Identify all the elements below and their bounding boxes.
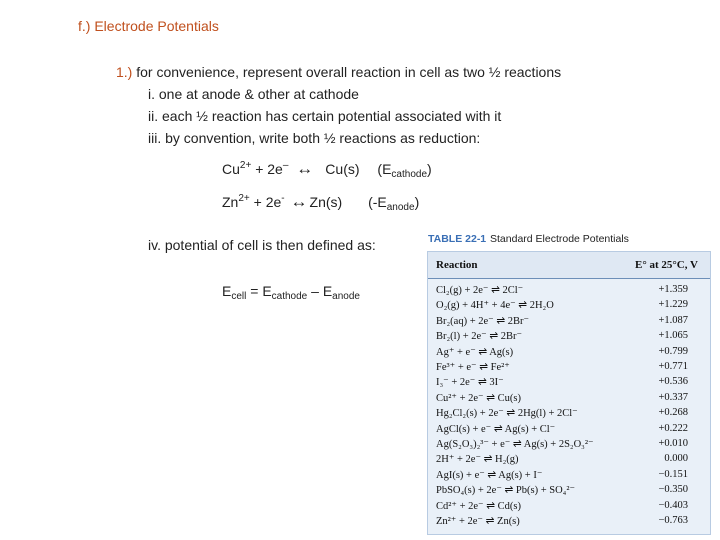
reaction-cell: PbSO₄(s) + 2e⁻ ⇌ Pb(s) + SO₄²⁻ (436, 485, 576, 497)
potential-cell: +0.222 (658, 422, 688, 434)
table-row (428, 452, 710, 467)
zn-ref-open: (-E (368, 194, 387, 210)
ecell-e: E (222, 283, 232, 299)
potential-cell: −0.763 (658, 515, 688, 526)
cu-ref-close: ) (427, 161, 432, 177)
section-heading (78, 18, 219, 34)
reaction-cell: AgCl(s) + e⁻ ⇌ Ag(s) + Cl⁻ (436, 423, 556, 435)
reaction-cell: Cl₂(g) + 2e⁻ ⇌ 2Cl⁻ (436, 285, 524, 296)
potential-cell: −0.403 (658, 499, 688, 511)
table-row (428, 314, 710, 329)
table-row (428, 375, 710, 390)
potential-cell: −0.350 (658, 484, 688, 496)
table-row (428, 422, 710, 437)
potential-cell: +0.337 (658, 391, 688, 403)
column-reaction: Reaction (436, 259, 478, 271)
reaction-cell: Cd²⁺ + 2e⁻ ⇌ Cd(s) (436, 500, 521, 512)
zn-product: Zn(s) (309, 194, 343, 210)
ecell-sub-cell: cell (231, 291, 247, 302)
equation-zinc (222, 192, 419, 213)
reaction-cell: Hg₂Cl₂(s) + 2e⁻ ⇌ 2Hg(l) + 2Cl⁻ (436, 408, 578, 420)
reaction-cell: 2H⁺ + 2e⁻ ⇌ H₂(g) (436, 454, 519, 466)
table-row (428, 406, 710, 421)
zn-ref-close: ) (414, 194, 420, 210)
cu-potential-ref (377, 161, 432, 180)
potential-cell: +0.268 (658, 407, 688, 419)
potential-cell: +0.010 (658, 438, 688, 449)
cu-product: Cu(s) (325, 161, 360, 177)
table-row (428, 329, 710, 344)
point-1-sub-ii: ii. each ½ reaction has certain potential associated with it (148, 108, 502, 124)
table-row (428, 391, 710, 406)
table-tag: TABLE 22-1 (428, 233, 487, 245)
table-header (428, 233, 708, 247)
reaction-cell: Zn²⁺ + 2e⁻ ⇌ Zn(s) (436, 516, 520, 527)
cu-reaction-arrow: ↔ (296, 159, 314, 178)
potential-cell: +0.536 (658, 376, 688, 388)
point-1 (116, 64, 561, 80)
table-title: Standard Electrode Potentials (490, 233, 629, 245)
reaction-cell: I₃⁻ + 2e⁻ ⇌ 3I⁻ (436, 377, 504, 389)
zn-electron-sign: - (281, 193, 285, 204)
zn-potential-ref (368, 194, 420, 213)
ecell-equals: = E (246, 283, 272, 299)
reaction-cell: O₂(g) + 4H⁺ + 4e⁻ ⇌ 2H₂O (436, 300, 554, 312)
zn-charge: 2+ (238, 193, 250, 204)
potential-cell: +0.799 (658, 345, 688, 357)
reaction-cell: Ag⁺ + e⁻ ⇌ Ag(s) (436, 346, 514, 358)
column-e-standard: E° at 25°C, V (635, 259, 698, 271)
table-row (428, 483, 710, 498)
potential-cell: −0.151 (658, 468, 688, 480)
ecell-formula (222, 283, 360, 302)
heading-text: f.) Electrode Potentials (78, 18, 219, 34)
potential-cell: +1.359 (658, 284, 688, 295)
zn-electrons: + 2e (249, 194, 282, 210)
zn-ref-sub: anode (386, 202, 415, 213)
reaction-cell: Br₂(l) + 2e⁻ ⇌ 2Br⁻ (436, 331, 523, 343)
cu-charge: 2+ (239, 160, 252, 171)
point-1-sub-iii: iii. by convention, write both ½ reactions as reduction: (148, 130, 481, 146)
potential-cell: +1.087 (658, 314, 688, 326)
table-row (428, 298, 710, 313)
potential-cell: 0.000 (664, 453, 688, 465)
ecell-sub-anode: anode (332, 291, 360, 302)
point-1-text: for convenience, represent overall reaction in cell as two ½ reactions (132, 64, 562, 80)
ecell-minus: – E (307, 283, 333, 299)
table-row (428, 345, 710, 360)
cu-electrons: + 2e (251, 161, 283, 177)
cu-electron-sign: – (282, 160, 289, 171)
table-row (428, 283, 710, 298)
reaction-cell: Cu²⁺ + 2e⁻ ⇌ Cu(s) (436, 392, 521, 404)
reaction-cell: AgI(s) + e⁻ ⇌ Ag(s) + I⁻ (436, 469, 543, 481)
ecell-sub-cathode: cathode (271, 291, 308, 302)
cu-ion: Cu (222, 161, 240, 177)
point-1-number: 1.) (116, 64, 133, 80)
table-row (428, 360, 710, 375)
point-1-sub-i: i. one at anode & other at cathode (148, 86, 359, 102)
zn-ion: Zn (222, 194, 239, 210)
table-column-header (428, 252, 710, 279)
potential-cell: +1.229 (658, 299, 688, 311)
reaction-cell: Ag(S₂O₃)₂³⁻ + e⁻ ⇌ Ag(s) + 2S₂O₃²⁻ (436, 439, 594, 450)
cu-ref-open: (E (377, 161, 392, 177)
reaction-cell: Br₂(aq) + 2e⁻ ⇌ 2Br⁻ (436, 315, 530, 327)
equation-copper (222, 159, 432, 180)
table-row (428, 499, 710, 514)
zn-reaction-arrow: ↔ (290, 192, 308, 211)
potential-cell: +0.771 (658, 361, 688, 372)
potential-cell: +1.065 (658, 330, 688, 342)
electrode-potential-table (427, 251, 711, 535)
table-row (428, 468, 710, 483)
table-row (428, 514, 710, 529)
reaction-cell: Fe³⁺ + e⁻ ⇌ Fe²⁺ (436, 362, 510, 373)
cu-ref-sub: cathode (391, 169, 428, 180)
table-row (428, 437, 710, 452)
point-iv: iv. potential of cell is then defined as: (148, 237, 376, 253)
